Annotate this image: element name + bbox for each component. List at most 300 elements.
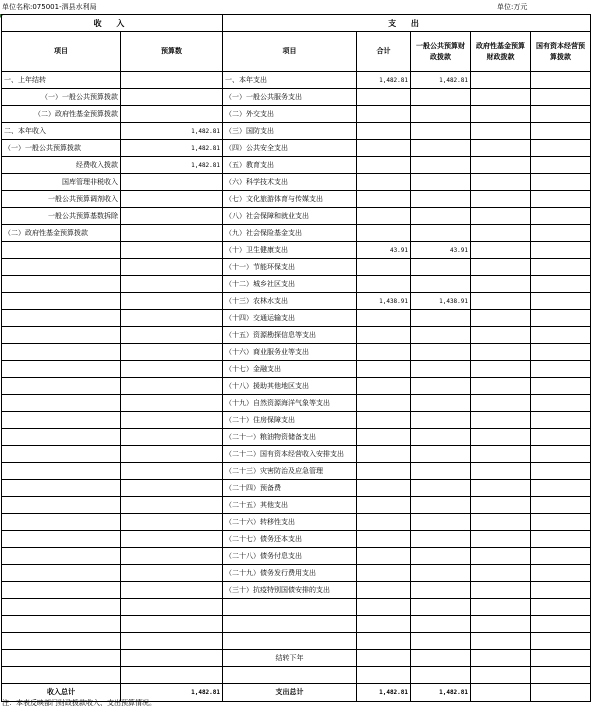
income-item-cell <box>2 548 121 565</box>
fund-cell <box>471 616 531 633</box>
capital-cell <box>531 191 591 208</box>
income-budget-cell <box>121 412 223 429</box>
income-item-cell <box>2 667 121 684</box>
fund-cell <box>471 531 531 548</box>
general-cell <box>411 191 471 208</box>
capital-cell <box>531 616 591 633</box>
capital-cell <box>531 378 591 395</box>
total-cell <box>357 310 411 327</box>
general-cell <box>411 616 471 633</box>
fund-cell <box>471 565 531 582</box>
income-budget-cell <box>121 497 223 514</box>
expense-item-cell: （二十三）灾害防治及应急管理 <box>223 463 357 480</box>
expense-item-cell <box>223 667 357 684</box>
general-cell <box>411 225 471 242</box>
section-header-row <box>2 15 591 32</box>
capital-cell <box>531 242 591 259</box>
capital-cell <box>531 667 591 684</box>
income-item-cell <box>2 378 121 395</box>
fund-cell <box>471 157 531 174</box>
income-item-cell <box>2 327 121 344</box>
fund-cell <box>471 123 531 140</box>
income-budget-cell <box>121 174 223 191</box>
income-item-cell <box>2 582 121 599</box>
income-budget-cell <box>121 531 223 548</box>
fund-cell <box>471 344 531 361</box>
total-cell <box>357 565 411 582</box>
total-cell <box>357 412 411 429</box>
capital-cell <box>531 429 591 446</box>
fund-cell <box>471 293 531 310</box>
table-row <box>2 225 591 242</box>
expense-item-cell: （十三）农林水支出 <box>223 293 357 310</box>
income-item-cell: （二）政府性基金预算拨款 <box>2 106 121 123</box>
total-cell <box>357 276 411 293</box>
income-budget-cell <box>121 480 223 497</box>
fund-cell <box>471 429 531 446</box>
income-item-cell: （一）一般公共预算拨款 <box>2 140 121 157</box>
general-cell <box>411 123 471 140</box>
income-budget-cell <box>121 429 223 446</box>
total-cell <box>357 191 411 208</box>
table-row <box>2 412 591 429</box>
general-cell <box>411 531 471 548</box>
capital-cell <box>531 72 591 89</box>
income-total-label: 收入总计 <box>2 684 121 702</box>
income-budget-cell <box>121 327 223 344</box>
table-row <box>2 106 591 123</box>
col-income-budget: 预算数 <box>121 32 223 72</box>
total-cell <box>357 616 411 633</box>
capital-sum <box>531 684 591 702</box>
table-row <box>2 72 591 89</box>
col-income-item: 项目 <box>2 32 121 72</box>
column-header-row <box>2 32 591 72</box>
income-budget-cell <box>121 463 223 480</box>
capital-cell <box>531 497 591 514</box>
general-cell <box>411 310 471 327</box>
general-cell <box>411 548 471 565</box>
total-cell <box>357 157 411 174</box>
general-cell <box>411 174 471 191</box>
income-budget-cell <box>121 310 223 327</box>
table-row <box>2 616 591 633</box>
total-cell <box>357 344 411 361</box>
capital-cell <box>531 582 591 599</box>
income-item-cell <box>2 412 121 429</box>
total-cell <box>357 361 411 378</box>
fund-cell <box>471 242 531 259</box>
fund-cell <box>471 140 531 157</box>
table-row <box>2 378 591 395</box>
capital-cell <box>531 225 591 242</box>
capital-cell <box>531 463 591 480</box>
income-item-cell: 二、本年收入 <box>2 123 121 140</box>
income-budget-cell <box>121 72 223 89</box>
expense-item-cell: （一）一般公共服务支出 <box>223 89 357 106</box>
total-cell: 43.91 <box>357 242 411 259</box>
expense-item-cell: （十二）城乡社区支出 <box>223 276 357 293</box>
fund-cell <box>471 310 531 327</box>
income-budget-cell <box>121 514 223 531</box>
general-cell <box>411 633 471 650</box>
col-fund: 政府性基金预算财政拨款 <box>471 32 531 72</box>
total-cell <box>357 89 411 106</box>
income-item-cell <box>2 242 121 259</box>
income-item-cell <box>2 293 121 310</box>
fund-cell <box>471 667 531 684</box>
fund-cell <box>471 599 531 616</box>
expense-item-cell: 结转下年 <box>223 650 357 667</box>
total-cell <box>357 174 411 191</box>
general-cell <box>411 361 471 378</box>
income-budget-cell: 1,482.81 <box>121 123 223 140</box>
income-budget-cell <box>121 616 223 633</box>
general-cell <box>411 157 471 174</box>
table-row <box>2 548 591 565</box>
table-row <box>2 242 591 259</box>
total-cell: 1,438.91 <box>357 293 411 310</box>
col-expense-item: 项目 <box>223 32 357 72</box>
col-total: 合计 <box>357 32 411 72</box>
income-item-cell <box>2 633 121 650</box>
income-budget-cell <box>121 565 223 582</box>
income-item-cell <box>2 650 121 667</box>
general-cell <box>411 446 471 463</box>
income-item-cell: 经费收入拨款 <box>2 157 121 174</box>
expense-section-title: 支 出 <box>223 15 591 32</box>
income-budget-cell <box>121 293 223 310</box>
income-item-cell <box>2 480 121 497</box>
total-cell <box>357 259 411 276</box>
expense-item-cell: （三十）抗疫特别国债安排的支出 <box>223 582 357 599</box>
capital-cell <box>531 106 591 123</box>
fund-cell <box>471 72 531 89</box>
capital-cell <box>531 174 591 191</box>
capital-cell <box>531 650 591 667</box>
total-cell <box>357 650 411 667</box>
table-row <box>2 276 591 293</box>
expense-item-cell: （九）社会保险基金支出 <box>223 225 357 242</box>
col-capital: 国有资本经营预算拨款 <box>531 32 591 72</box>
expense-item-cell: （十）卫生健康支出 <box>223 242 357 259</box>
general-cell <box>411 667 471 684</box>
income-item-cell: 一般公共预算调剂收入 <box>2 191 121 208</box>
total-cell <box>357 378 411 395</box>
total-cell <box>357 208 411 225</box>
income-budget-cell <box>121 259 223 276</box>
capital-cell <box>531 599 591 616</box>
fund-cell <box>471 259 531 276</box>
expense-item-cell: （十六）商业服务业等支出 <box>223 344 357 361</box>
col-general: 一般公共预算财政拨款 <box>411 32 471 72</box>
capital-cell <box>531 123 591 140</box>
fund-cell <box>471 225 531 242</box>
fund-cell <box>471 327 531 344</box>
budget-table <box>1 14 591 702</box>
general-cell <box>411 463 471 480</box>
income-item-cell <box>2 395 121 412</box>
unit-name: 单位名称:075001-泗县水利局 <box>2 3 97 11</box>
fund-cell <box>471 395 531 412</box>
income-budget-cell <box>121 191 223 208</box>
expense-item-cell: （四）公共安全支出 <box>223 140 357 157</box>
fund-sum <box>471 684 531 702</box>
expense-item-cell: （七）文化旅游体育与传媒支出 <box>223 191 357 208</box>
table-row <box>2 446 591 463</box>
table-row <box>2 174 591 191</box>
fund-cell <box>471 174 531 191</box>
table-row <box>2 582 591 599</box>
income-budget-cell: 1,482.81 <box>121 157 223 174</box>
income-item-cell <box>2 599 121 616</box>
capital-cell <box>531 344 591 361</box>
expense-item-cell: （五）教育支出 <box>223 157 357 174</box>
income-budget-cell <box>121 446 223 463</box>
fund-cell <box>471 378 531 395</box>
total-cell <box>357 106 411 123</box>
income-budget-cell <box>121 208 223 225</box>
table-row <box>2 599 591 616</box>
income-budget-cell <box>121 276 223 293</box>
general-cell <box>411 327 471 344</box>
income-item-cell <box>2 310 121 327</box>
fund-cell <box>471 463 531 480</box>
income-budget-cell <box>121 378 223 395</box>
fund-cell <box>471 633 531 650</box>
income-item-cell: （二）政府性基金预算拨款 <box>2 225 121 242</box>
expense-item-cell: （二十七）债务还本支出 <box>223 531 357 548</box>
expense-item-cell <box>223 599 357 616</box>
general-cell <box>411 140 471 157</box>
table-row <box>2 514 591 531</box>
capital-cell <box>531 514 591 531</box>
capital-cell <box>531 395 591 412</box>
income-budget-cell <box>121 225 223 242</box>
income-section-title: 收 入 <box>2 15 223 32</box>
fund-cell <box>471 276 531 293</box>
expense-item-cell <box>223 633 357 650</box>
fund-cell <box>471 582 531 599</box>
unit-label: 单位:万元 <box>497 3 528 11</box>
fund-cell <box>471 208 531 225</box>
table-row <box>2 208 591 225</box>
total-cell <box>357 225 411 242</box>
general-cell <box>411 259 471 276</box>
income-budget-cell <box>121 89 223 106</box>
income-budget-cell <box>121 599 223 616</box>
capital-cell <box>531 208 591 225</box>
income-item-cell <box>2 429 121 446</box>
total-cell <box>357 514 411 531</box>
total-cell <box>357 429 411 446</box>
total-cell <box>357 599 411 616</box>
general-cell <box>411 412 471 429</box>
expense-item-cell: （二十九）债务发行费用支出 <box>223 565 357 582</box>
table-row <box>2 633 591 650</box>
total-cell <box>357 582 411 599</box>
capital-cell <box>531 480 591 497</box>
general-cell <box>411 565 471 582</box>
income-item-cell: （一）一般公共预算拨款 <box>2 89 121 106</box>
income-total-value: 1,482.81 <box>121 684 223 702</box>
capital-cell <box>531 446 591 463</box>
table-row <box>2 395 591 412</box>
general-cell: 1,438.91 <box>411 293 471 310</box>
table-row <box>2 157 591 174</box>
general-cell <box>411 599 471 616</box>
general-cell <box>411 480 471 497</box>
expense-total-label: 支出总计 <box>223 684 357 702</box>
general-cell <box>411 514 471 531</box>
fund-cell <box>471 191 531 208</box>
expense-item-cell: （十四）交通运输支出 <box>223 310 357 327</box>
expense-item-cell: （二）外交支出 <box>223 106 357 123</box>
total-sum: 1,482.81 <box>357 684 411 702</box>
capital-cell <box>531 531 591 548</box>
income-budget-cell <box>121 361 223 378</box>
general-sum: 1,482.81 <box>411 684 471 702</box>
expense-item-cell <box>223 616 357 633</box>
capital-cell <box>531 327 591 344</box>
capital-cell <box>531 89 591 106</box>
total-cell <box>357 633 411 650</box>
fund-cell <box>471 480 531 497</box>
expense-item-cell: （二十）住房保障支出 <box>223 412 357 429</box>
income-item-cell: 国库管理非税收入 <box>2 174 121 191</box>
total-cell <box>357 548 411 565</box>
income-item-cell <box>2 361 121 378</box>
table-row <box>2 650 591 667</box>
table-row <box>2 531 591 548</box>
income-budget-cell <box>121 548 223 565</box>
table-row <box>2 310 591 327</box>
total-cell <box>357 446 411 463</box>
total-cell <box>357 123 411 140</box>
income-budget-cell <box>121 344 223 361</box>
capital-cell <box>531 259 591 276</box>
income-item-cell: 一、上年结转 <box>2 72 121 89</box>
income-budget-cell <box>121 667 223 684</box>
capital-cell <box>531 157 591 174</box>
income-budget-cell <box>121 582 223 599</box>
general-cell <box>411 650 471 667</box>
general-cell <box>411 89 471 106</box>
capital-cell <box>531 276 591 293</box>
income-item-cell <box>2 276 121 293</box>
income-budget-cell <box>121 106 223 123</box>
capital-cell <box>531 310 591 327</box>
expense-item-cell: （八）社会保障和就业支出 <box>223 208 357 225</box>
general-cell <box>411 429 471 446</box>
capital-cell <box>531 633 591 650</box>
fund-cell <box>471 106 531 123</box>
table-row <box>2 480 591 497</box>
total-cell <box>357 463 411 480</box>
general-cell: 43.91 <box>411 242 471 259</box>
table-row <box>2 259 591 276</box>
income-item-cell <box>2 259 121 276</box>
table-row <box>2 667 591 684</box>
fund-cell <box>471 514 531 531</box>
expense-item-cell: （十八）援助其他地区支出 <box>223 378 357 395</box>
general-cell: 1,482.81 <box>411 72 471 89</box>
fund-cell <box>471 361 531 378</box>
expense-item-cell: （十五）资源勘探信息等支出 <box>223 327 357 344</box>
expense-item-cell: （二十二）国有资本经营收入安排支出 <box>223 446 357 463</box>
expense-item-cell: （二十六）转移性支出 <box>223 514 357 531</box>
expense-item-cell: （二十五）其他支出 <box>223 497 357 514</box>
expense-item-cell: （二十一）粮油物资储备支出 <box>223 429 357 446</box>
capital-cell <box>531 140 591 157</box>
expense-item-cell: （十一）节能环保支出 <box>223 259 357 276</box>
income-item-cell <box>2 616 121 633</box>
table-row <box>2 497 591 514</box>
general-cell <box>411 276 471 293</box>
fund-cell <box>471 89 531 106</box>
expense-item-cell: （十九）自然资源海洋气象等支出 <box>223 395 357 412</box>
general-cell <box>411 378 471 395</box>
expense-item-cell: （十七）金融支出 <box>223 361 357 378</box>
expense-item-cell: （三）国防支出 <box>223 123 357 140</box>
table-row <box>2 89 591 106</box>
total-cell <box>357 395 411 412</box>
total-cell <box>357 140 411 157</box>
general-cell <box>411 208 471 225</box>
capital-cell <box>531 412 591 429</box>
general-cell <box>411 497 471 514</box>
total-cell <box>357 531 411 548</box>
footnote: 注：本表反映部门财政拨款收入、支出预算情况。 <box>2 699 156 707</box>
capital-cell <box>531 293 591 310</box>
fund-cell <box>471 497 531 514</box>
expense-item-cell: 一、本年支出 <box>223 72 357 89</box>
income-item-cell <box>2 514 121 531</box>
capital-cell <box>531 548 591 565</box>
income-budget-cell <box>121 650 223 667</box>
general-cell <box>411 582 471 599</box>
income-item-cell <box>2 565 121 582</box>
income-budget-cell <box>121 395 223 412</box>
income-item-cell <box>2 344 121 361</box>
income-budget-cell <box>121 242 223 259</box>
table-row <box>2 191 591 208</box>
total-cell: 1,482.81 <box>357 72 411 89</box>
table-row <box>2 565 591 582</box>
total-cell <box>357 667 411 684</box>
total-cell <box>357 327 411 344</box>
income-item-cell <box>2 463 121 480</box>
table-row <box>2 327 591 344</box>
general-cell <box>411 106 471 123</box>
expense-item-cell: （二十八）债务付息支出 <box>223 548 357 565</box>
capital-cell <box>531 565 591 582</box>
income-item-cell <box>2 497 121 514</box>
fund-cell <box>471 548 531 565</box>
fund-cell <box>471 650 531 667</box>
expense-item-cell: （六）科学技术支出 <box>223 174 357 191</box>
fund-cell <box>471 412 531 429</box>
income-item-cell <box>2 531 121 548</box>
table-row <box>2 463 591 480</box>
income-item-cell <box>2 446 121 463</box>
capital-cell <box>531 361 591 378</box>
total-cell <box>357 497 411 514</box>
table-row <box>2 123 591 140</box>
table-row <box>2 344 591 361</box>
table-row <box>2 429 591 446</box>
fund-cell <box>471 446 531 463</box>
